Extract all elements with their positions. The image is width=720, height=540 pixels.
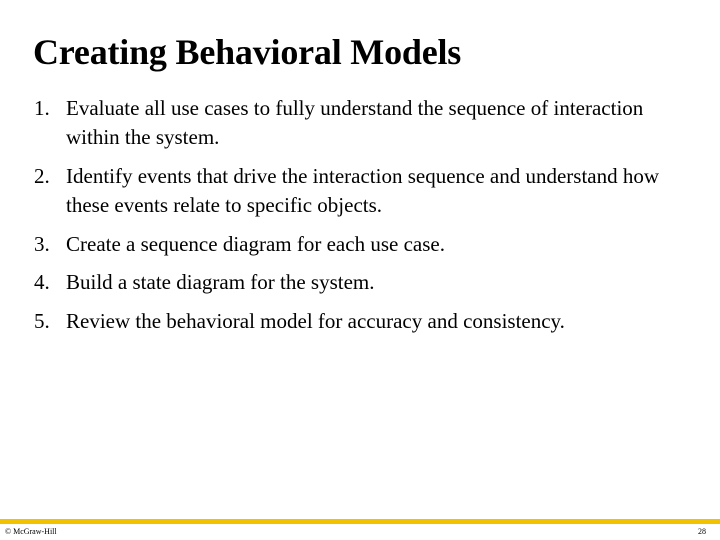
- step-number: 1.: [34, 96, 50, 120]
- step-text: Identify events that drive the interaction sequence and understand how these events relate to specific objects.: [66, 164, 660, 217]
- list-item: [34, 230, 684, 259]
- slide-title: Creating Behavioral Models: [33, 32, 462, 72]
- step-number: 5.: [34, 309, 50, 333]
- step-number: 2.: [34, 164, 50, 188]
- list-item: [34, 94, 684, 152]
- footer-divider: [0, 519, 720, 524]
- step-text: Build a state diagram for the system.: [66, 270, 375, 294]
- copyright-notice: © McGraw-Hill: [5, 527, 57, 536]
- step-text: Review the behavioral model for accuracy and consistency.: [66, 309, 565, 333]
- step-number: 4.: [34, 270, 50, 294]
- list-item: [34, 268, 684, 297]
- step-text: Evaluate all use cases to fully understand the sequence of interaction within the system.: [66, 96, 644, 149]
- steps-list: [34, 94, 684, 346]
- list-item: [34, 162, 684, 220]
- step-number: 3.: [34, 232, 50, 256]
- step-text: Create a sequence diagram for each use case.: [66, 232, 445, 256]
- list-item: [34, 307, 684, 336]
- page-number: 28: [698, 527, 706, 536]
